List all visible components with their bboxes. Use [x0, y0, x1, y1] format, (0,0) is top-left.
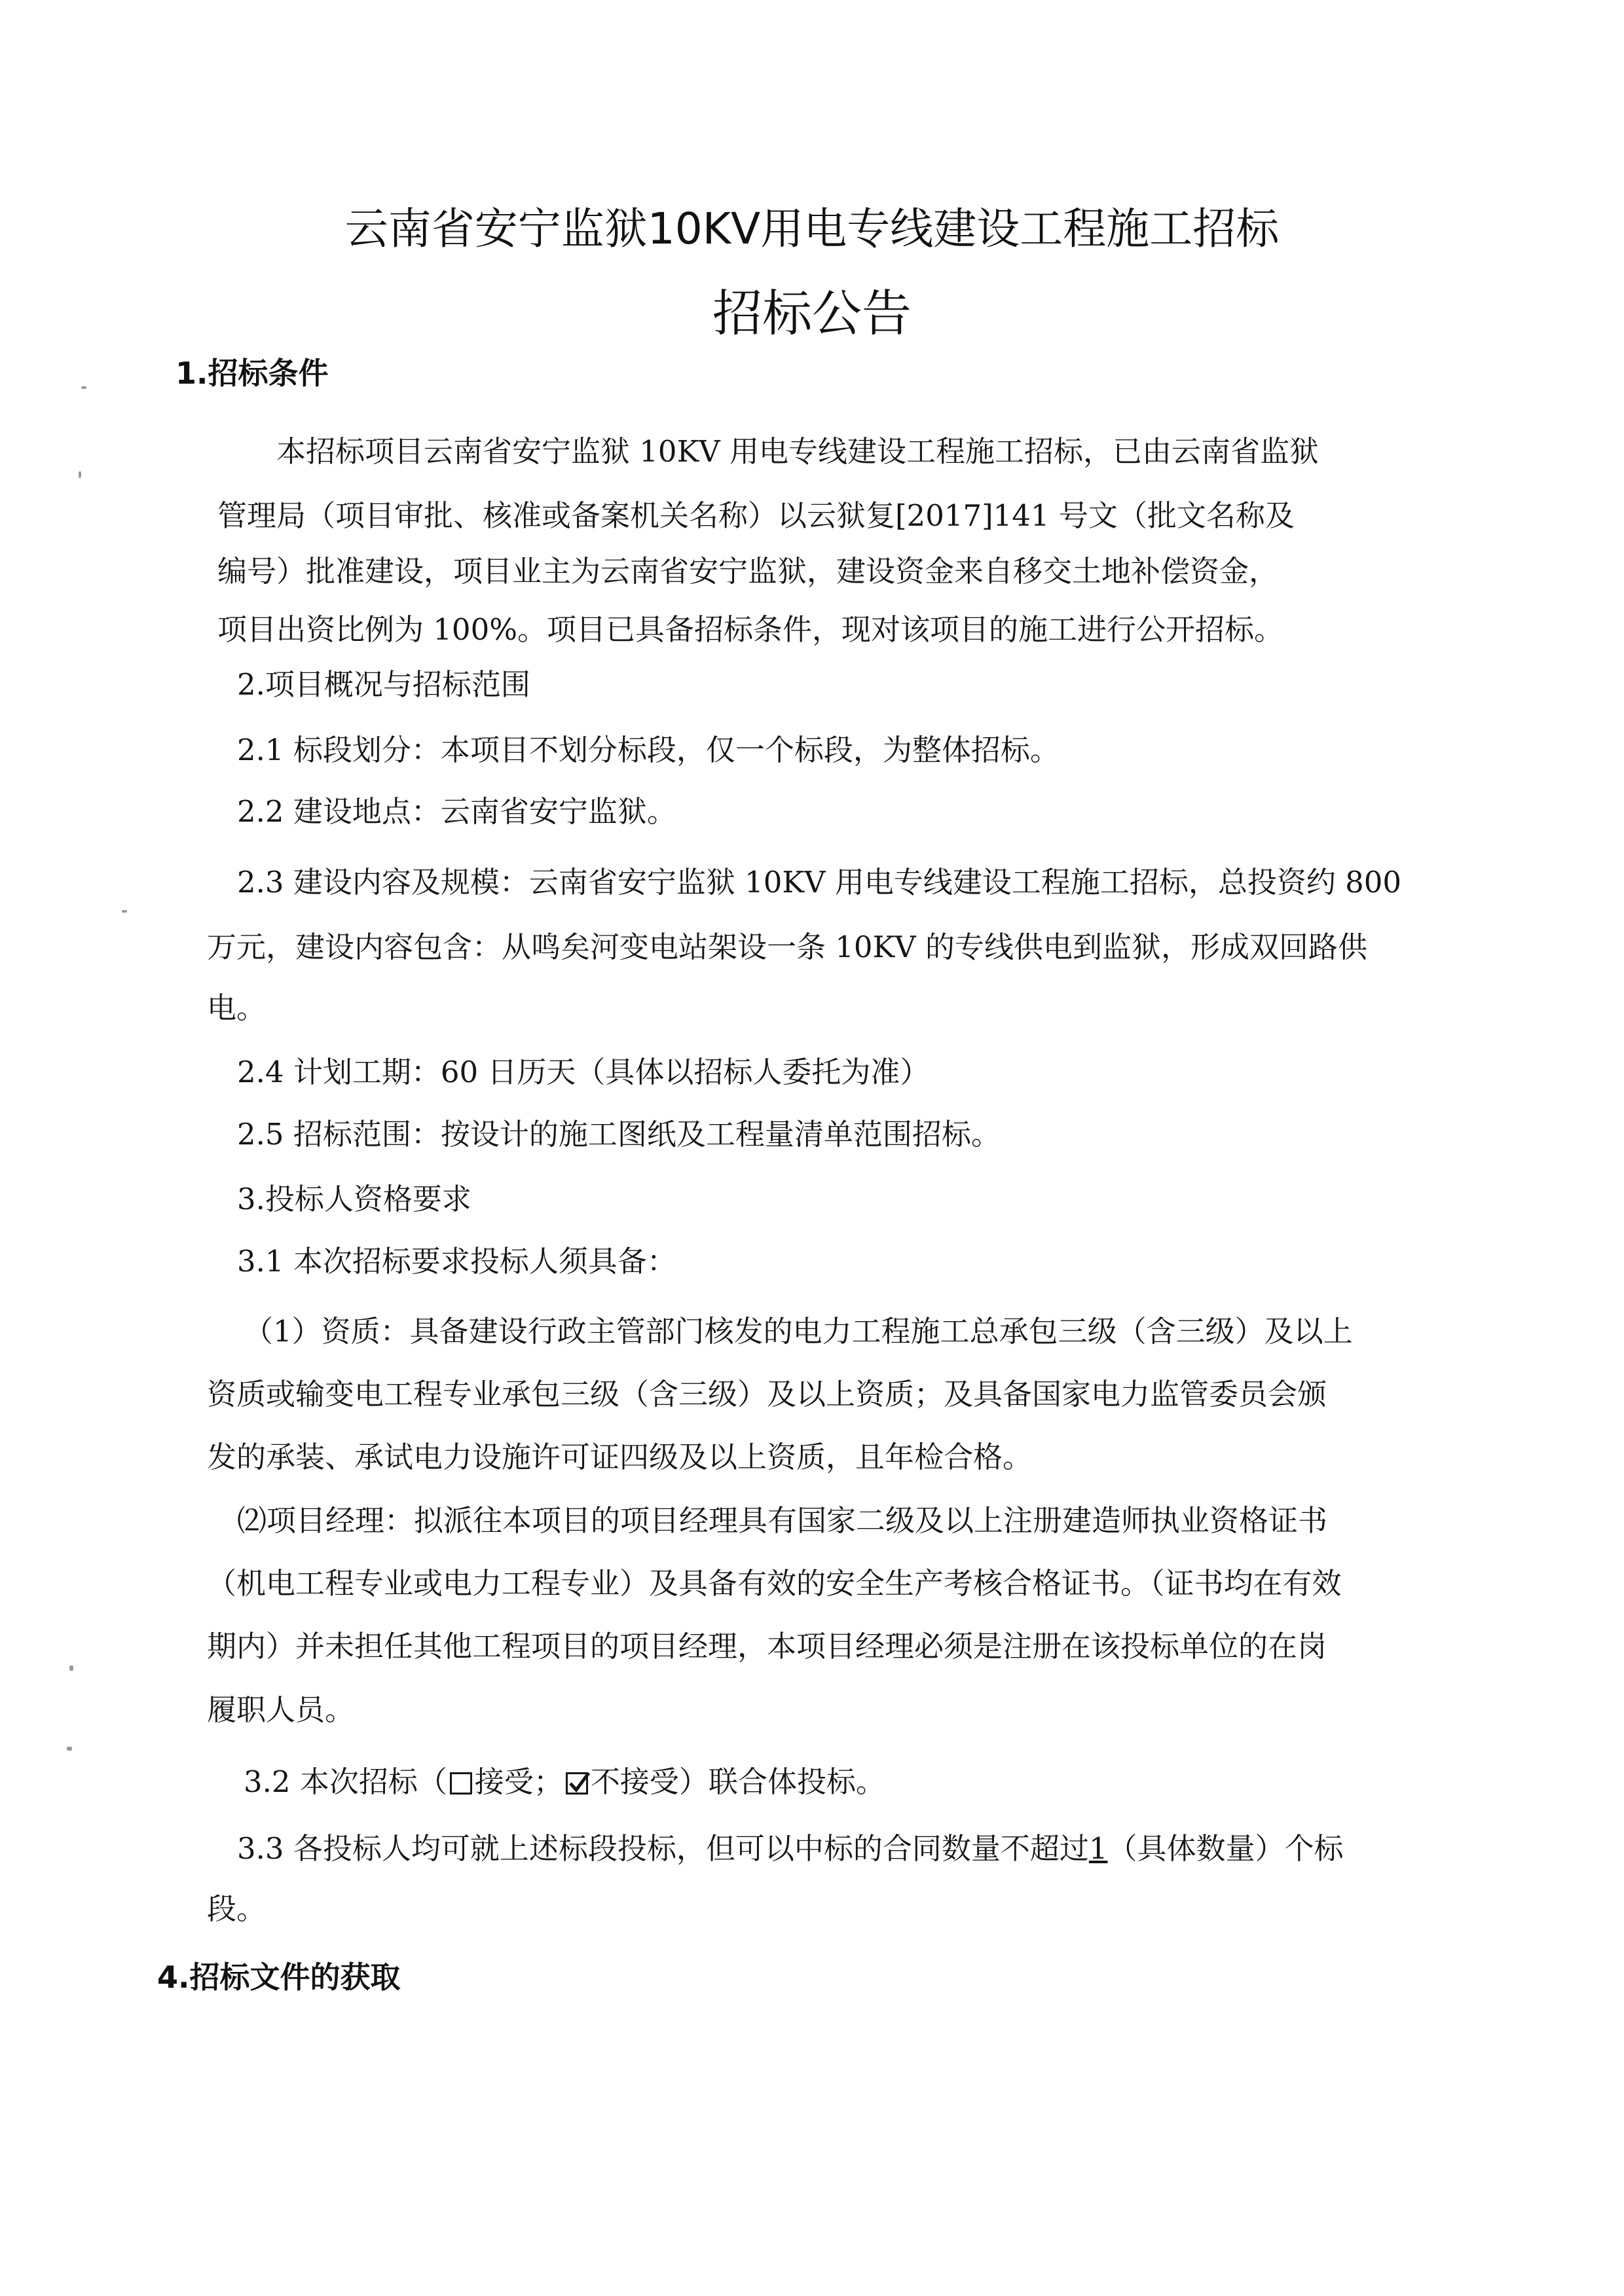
item-3-1-1-line-2: 资质或输变电工程专业承包三级（含三级）及以上资质；及具备国家电力监管委员会颁 [207, 1377, 1327, 1412]
item-3-2-option-accept: 接受； [474, 1764, 563, 1799]
item-3-1: 3.1 本次招标要求投标人须具备： [237, 1244, 676, 1279]
document-title: 云南省安宁监狱10KV用电专线建设工程施工招标 [344, 204, 1280, 254]
empty-checkbox-icon [450, 1772, 472, 1795]
section-1-paragraph-line-2: 管理局（项目审批、核准或备案机关名称）以云狱复[2017]141 号文（批文名称及 [217, 498, 1295, 533]
document-subtitle: 招标公告 [712, 284, 912, 342]
section-1-paragraph-line-1: 本招标项目云南省安宁监狱 10KV 用电专线建设工程施工招标，已由云南省监狱 [276, 434, 1319, 469]
section-3-heading: 3.投标人资格要求 [237, 1182, 471, 1216]
item-3-1-2-line-2: （机电工程专业或电力工程专业）及具备有效的安全生产考核合格证书。（证书均在有效 [207, 1566, 1342, 1601]
scan-speck [69, 1666, 73, 1671]
item-3-1-2-line-3: 期内）并未担任其他工程项目的项目经理，本项目经理必须是注册在该投标单位的在岗 [207, 1629, 1327, 1664]
item-3-2 [244, 1762, 885, 1802]
item-3-1-2-line-1: ⑵项目经理：拟派往本项目的项目经理具有国家二级及以上注册建造师执业资格证书 [237, 1503, 1328, 1538]
section-2-heading: 2.项目概况与招标范围 [237, 667, 530, 702]
item-3-2-prefix: 3.2 本次招标（ [244, 1764, 447, 1799]
scan-speck [67, 1747, 72, 1751]
item-3-1-2-line-4: 履职人员。 [207, 1692, 355, 1727]
checked-checkbox-icon [566, 1772, 588, 1795]
item-3-1-1-line-3: 发的承装、承试电力设施许可证四级及以上资质，且年检合格。 [207, 1440, 1033, 1474]
item-2-3-line-1: 2.3 建设内容及规模：云南省安宁监狱 10KV 用电专线建设工程施工招标，总投资约 800 [237, 865, 1402, 900]
item-3-2-option-reject: 不接受）联合体投标。 [590, 1764, 885, 1799]
item-2-4: 2.4 计划工期：60 日历天（具体以招标人委托为准） [237, 1055, 930, 1089]
item-2-5: 2.5 招标范围：按设计的施工图纸及工程量清单范围招标。 [237, 1117, 1001, 1152]
item-3-3-line-1 [237, 1829, 1344, 1868]
item-2-3-line-3: 电。 [207, 991, 267, 1025]
section-4-heading: 4.招标文件的获取 [157, 1959, 401, 1995]
item-3-3-contract-count: 1 [1088, 1831, 1108, 1866]
scan-speck [81, 386, 86, 389]
scan-speck [122, 910, 127, 913]
item-2-2: 2.2 建设地点：云南省安宁监狱。 [237, 794, 676, 829]
item-2-1: 2.1 标段划分：本项目不划分标段，仅一个标段，为整体招标。 [237, 733, 1060, 767]
section-1-paragraph-line-3: 编号）批准建设，项目业主为云南省安宁监狱，建设资金来自移交土地补偿资金， [217, 554, 1279, 589]
item-3-3-line-2: 段。 [207, 1891, 267, 1926]
item-3-1-1-line-1: （1）资质：具备建设行政主管部门核发的电力工程施工总承包三级（含三级）及以上 [244, 1314, 1353, 1349]
item-3-3-text-a: 3.3 各投标人均可就上述标段投标，但可以中标的合同数量不超过 [237, 1831, 1089, 1866]
scan-speck [79, 471, 81, 478]
item-3-3-text-b: （具体数量）个标 [1107, 1831, 1344, 1866]
section-1-paragraph-line-4: 项目出资比例为 100%。项目已具备招标条件，现对该项目的施工进行公开招标。 [217, 612, 1283, 647]
item-2-3-line-2: 万元，建设内容包含：从鸣矣河变电站架设一条 10KV 的专线供电到监狱，形成双回路供 [207, 930, 1367, 964]
section-1-heading: 1.招标条件 [175, 355, 329, 391]
